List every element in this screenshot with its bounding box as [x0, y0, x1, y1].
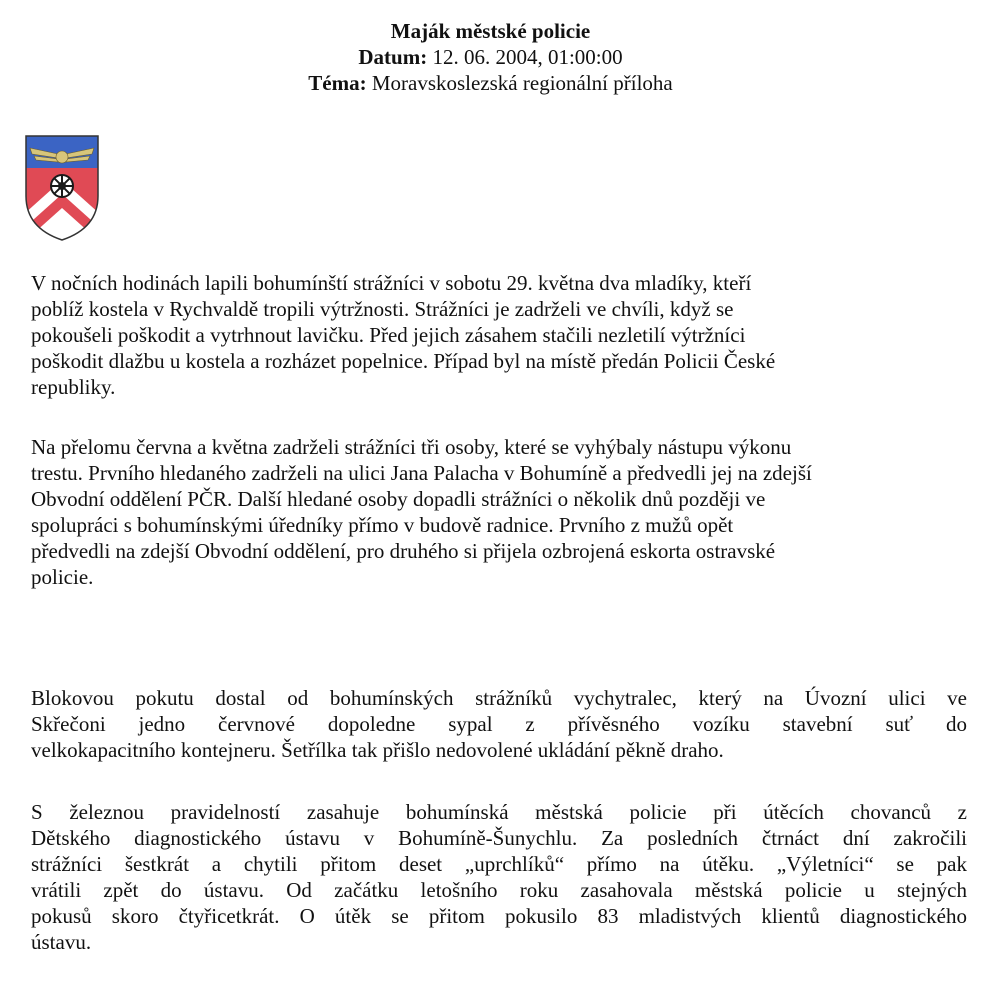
- paragraph-line: pokoušeli poškodit a vytrhnout lavičku. Před jejich zásahem stačili nezletilí výtržníci: [31, 323, 746, 347]
- topic-label: Téma:: [308, 71, 367, 95]
- paragraph-line: spolupráci s bohumínskými úředníky přímo v budově radnice. Prvního z mužů opět: [31, 513, 734, 537]
- paragraph-3: [31, 685, 967, 763]
- paragraph-line: trestu. Prvního hledaného zadrželi na ulici Jana Palacha v Bohumíně a předvedli jej na zdejší: [31, 461, 812, 485]
- paragraph-line: předvedli na zdejší Obvodní oddělení, pro druhého si přijela ozbrojená eskorta ostravské: [31, 539, 776, 563]
- paragraph-2: [31, 434, 967, 590]
- paragraph-line: Blokovou pokutu dostal od bohumínských strážníků vychytralec, který na Úvozní ulici ve: [31, 686, 967, 710]
- paragraph-line: ústavu.: [31, 930, 92, 954]
- paragraph-1: [31, 270, 967, 400]
- paragraph-line: poškodit dlažbu u kostela a rozházet popelnice. Případ byl na místě předán Policii České: [31, 349, 776, 373]
- paragraph-4: [31, 799, 967, 955]
- date-line: [0, 44, 981, 70]
- topic-line: [0, 70, 981, 96]
- paragraph-line: vrátili zpět do ústavu. Od začátku letošního roku zasahovala městská policie u stejných: [31, 878, 967, 902]
- date-label: Datum:: [358, 45, 428, 69]
- paragraph-line: policie.: [31, 565, 94, 589]
- paragraph-line: velkokapacitního kontejneru. Šetřílka tak přišlo nedovolené ukládání pěkně draho.: [31, 738, 724, 762]
- paragraph-line: Skřečoni jedno červnové dopoledne sypal z přívěsného vozíku stavební suť do: [31, 712, 967, 736]
- document-title: Maják městské policie: [390, 19, 591, 43]
- paragraph-line: pokusů skoro čtyřicetkrát. O útěk se přitom pokusilo 83 mladistvých klientů diagnostického: [31, 904, 967, 928]
- paragraph-line: Na přelomu června a května zadrželi strážníci tři osoby, které se vyhýbaly nástupu výkonu: [31, 435, 792, 459]
- paragraph-line: S železnou pravidelností zasahuje bohumínská městská policie při útěcích chovanců z: [31, 800, 967, 824]
- paragraph-line: poblíž kostela v Rychvaldě tropili výtržnosti. Strážníci je zadrželi ve chvíli, když se: [31, 297, 734, 321]
- paragraph-line: V nočních hodinách lapili bohumínští strážníci v sobotu 29. května dva mladíky, kteří: [31, 271, 752, 295]
- topic-value: Moravskoslezská regionální příloha: [371, 71, 673, 95]
- date-value: 12. 06. 2004, 01:00:00: [432, 45, 623, 69]
- city-coat-of-arms-icon: [24, 134, 100, 242]
- paragraph-line: strážníci šestkrát a chytili přitom deset „uprchlíků“ přímo na útěku. „Výletníci“ se pak: [31, 852, 967, 876]
- paragraph-line: Obvodní oddělení PČR. Další hledané osoby dopadli strážníci o několik dnů později ve: [31, 487, 766, 511]
- paragraph-line: republiky.: [31, 375, 116, 399]
- document-header: [0, 18, 981, 96]
- paragraph-line: Dětského diagnostického ústavu v Bohumíně-Šunychlu. Za posledních čtrnáct dní zakročili: [31, 826, 967, 850]
